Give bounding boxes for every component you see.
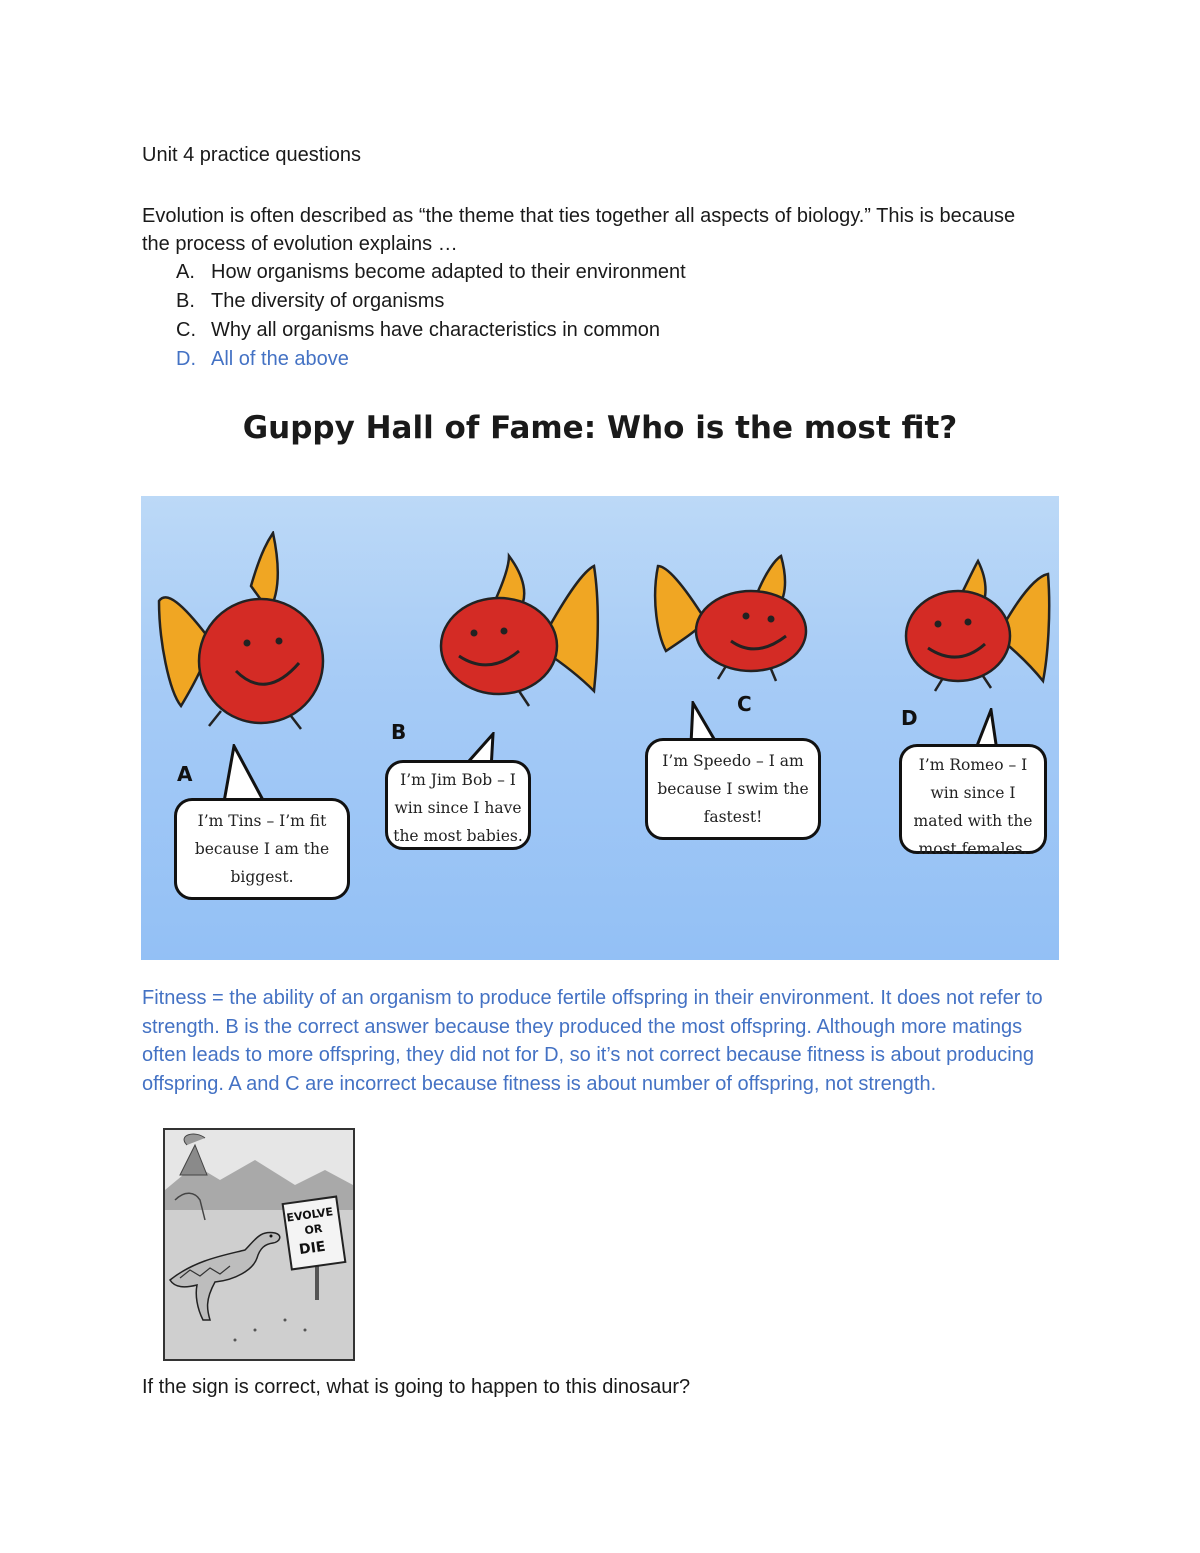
option-text: How organisms become adapted to their environment [211, 261, 686, 283]
sign-line-1: EVOLVE [285, 1205, 334, 1225]
guppy-d-icon [883, 556, 1053, 706]
sign-line-3: DIE [298, 1238, 327, 1259]
option-b [176, 287, 686, 316]
option-text: All of the above [211, 348, 349, 370]
question-1-stem: Evolution is often described as “the theme that ties together all aspects of biology.” This is because the process of evolution explains … [142, 205, 1016, 255]
sign-line-2: OR [303, 1221, 324, 1238]
evolve-or-die-cartoon [163, 1128, 355, 1361]
speech-bubble-b: I’m Jim Bob – I win since I have the most babies. [385, 760, 531, 850]
option-letter: D. [176, 348, 196, 370]
speech-bubble-a: I’m Tins – I’m fit because I am the biggest. [174, 798, 350, 900]
option-c [176, 316, 686, 345]
fitness-explanation: Fitness = the ability of an organism to produce fertile offspring in their environment. It does not refer to strength. B is the correct answer because they produced the most offspring. Although more matings often leads to more offspring, they did not for D, so it’s not correct because fitness is about producing offspring. A and C are incorrect because fitness is about number of offspring, not strength. [142, 987, 1043, 1095]
guppy-illustration [141, 496, 1059, 960]
option-letter: A. [176, 261, 195, 283]
question-2-stem: If the sign is correct, what is going to happen to this dinosaur? [142, 1376, 691, 1398]
guppy-d-label: D [901, 706, 918, 730]
option-letter: B. [176, 290, 195, 312]
speech-tail [219, 744, 269, 804]
option-a [176, 258, 686, 287]
guppy-a-label: A [177, 762, 193, 786]
guppy-b-label: B [391, 720, 407, 744]
guppy-c-label: C [737, 692, 752, 716]
speech-bubble-c: I’m Speedo – I am because I swim the fastest! [645, 738, 821, 840]
option-text: The diversity of organisms [211, 290, 445, 312]
dinosaur-cartoon-illustration [165, 1130, 353, 1359]
speech-bubble-d: I’m Romeo – I win since I mated with the most females. [899, 744, 1047, 854]
guppy-figure-title: Guppy Hall of Fame: Who is the most fit? [242, 410, 958, 446]
page-title: Unit 4 practice questions [142, 144, 362, 166]
guppy-c-icon [646, 551, 826, 691]
option-letter: C. [176, 319, 196, 341]
question-1-options [176, 258, 686, 374]
guppy-a-icon [151, 531, 331, 731]
guppy-b-icon [409, 551, 609, 711]
option-text: Why all organisms have characteristics in common [211, 319, 661, 341]
option-d-correct [176, 345, 686, 374]
